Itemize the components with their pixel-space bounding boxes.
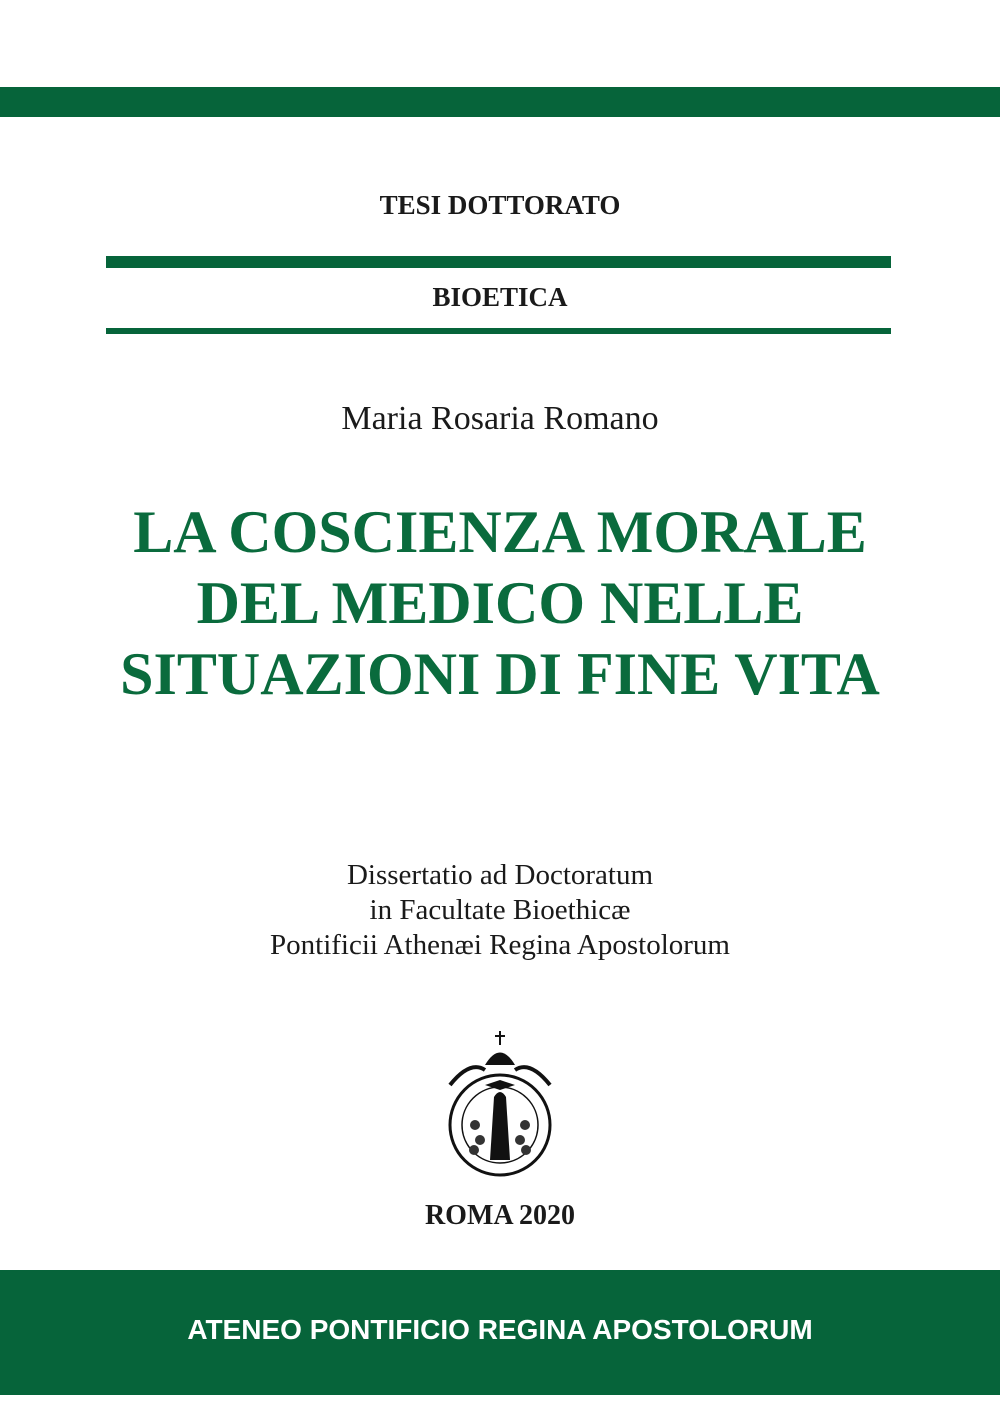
title-line: LA COSCIENZA MORALE	[133, 499, 867, 565]
title-line: SITUAZIONI DI FINE VITA	[120, 641, 880, 707]
subject-label: BIOETICA	[432, 282, 568, 312]
university-seal-icon	[430, 1025, 570, 1185]
top-band	[0, 87, 1000, 117]
dissertation-note	[0, 858, 1000, 963]
dissertation-line: in Facultate Bioethicæ	[369, 894, 631, 926]
publisher-band	[0, 1270, 1000, 1395]
divider-bottom	[106, 328, 891, 334]
dissertation-line: Pontificii Athenæi Regina Apostolorum	[270, 929, 730, 961]
title-line: DEL MEDICO NELLE	[196, 570, 804, 636]
author: Maria Rosaria Romano	[341, 400, 659, 437]
series-label: TESI DOTTORATO	[379, 190, 621, 220]
dissertation-line: Dissertatio ad Doctoratum	[346, 859, 654, 891]
divider-top	[106, 256, 891, 268]
place-year: ROMA 2020	[424, 1200, 576, 1231]
book-title	[0, 497, 1000, 710]
publisher-name: ATENEO PONTIFICIO REGINA APOSTOLORUM	[187, 1314, 813, 1345]
